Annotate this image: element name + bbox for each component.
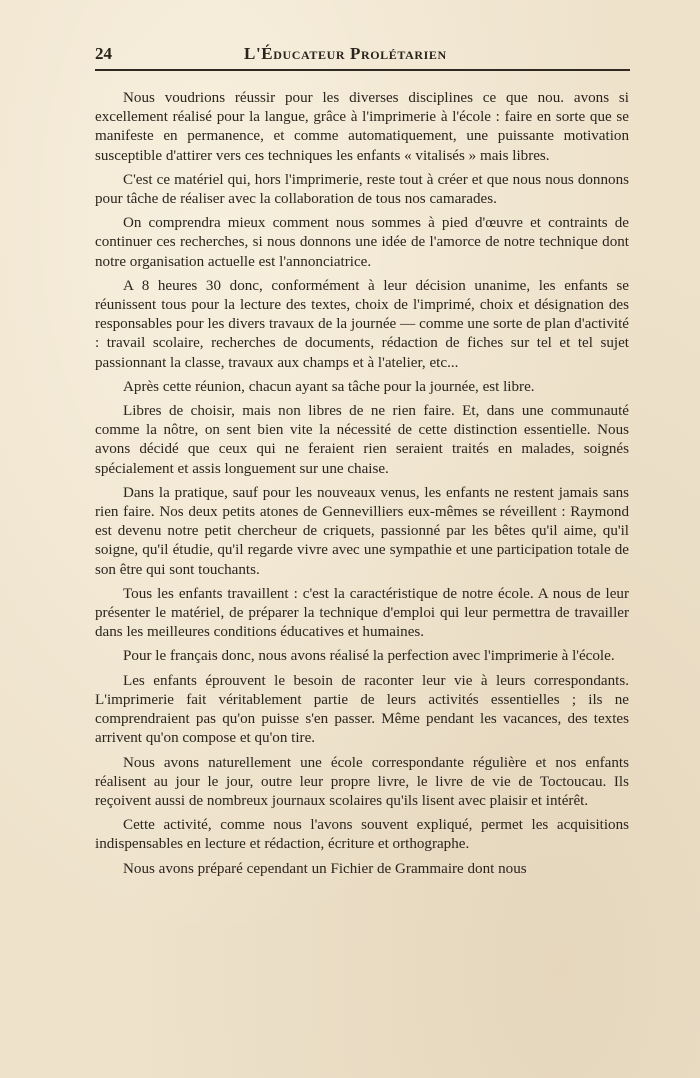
paragraph: Nous avons naturellement une école correspondante régulière et nos enfants réalisent au jour le jour, outre leur propre livre, le livre de vie de Toctoucau. Ils reçoivent aussi de nombreux journaux scolaires qu'ils lisent avec plaisir et intérêt. (95, 754, 629, 809)
paragraph: Nous avons préparé cependant un Fichier de Grammaire dont nous (123, 860, 527, 877)
paragraph: Cette activité, comme nous l'avons souvent expliqué, permet les acquisitions indispensables en lecture et rédaction, écriture et orthographe. (95, 817, 629, 853)
page-header (95, 42, 630, 68)
article-body (95, 89, 629, 884)
paragraph: Pour le français donc, nous avons réalisé la perfection avec l'imprimerie à l'école. (123, 648, 615, 665)
paragraph: Tous les enfants travaillent : c'est la caractéristique de notre école. A nous de leur présenter le matériel, de préparer la technique d'emploi qui leur permettra de travailler dans les meilleures conditions éducatives et humaines. (95, 585, 629, 641)
paragraph: A 8 heures 30 donc, conformément à leur décision unanime, les enfants se réunissent tous pour la lecture des textes, choix de l'imprimé, choix et désignation des responsables pour les divers travaux de la journée — comme une sorte de plan d'activité : travail scolaire, recherches de documents, rédaction de fiches sur tel et tel sujet passionnant la classe, travaux aux champs et à l'atelier, etc... (95, 277, 629, 371)
journal-title: L'Éducateur Prolétarien (244, 44, 447, 63)
paragraph: On comprendra mieux comment nous sommes à pied d'œuvre et contraints de continuer ces recherches, si nous donnons une idée de l'amorce de notre technique dont notre organisation actuelle est l'annonciatrice. (95, 215, 629, 270)
page-number: 24 (95, 44, 112, 63)
paragraph: Après cette réunion, chacun ayant sa tâche pour la journée, est libre. (123, 378, 535, 395)
paragraph: C'est ce matériel qui, hors l'imprimerie, reste tout à créer et que nous nous donnons pour tâche de réaliser avec la collaboration de tous nos camarades. (95, 171, 629, 208)
paragraph: Les enfants éprouvent le besoin de raconter leur vie à leurs correspondants. L'imprimerie fait véritablement partie de leurs activités essentielles ; ils ne comprendraient pas qu'on puisse s'en passer. Même pendant les vacances, des textes arrivent qu'on compose et qu'on tire. (95, 672, 629, 747)
paragraph: Dans la pratique, sauf pour les nouveaux venus, les enfants ne restent jamais sans rien faire. Nos deux petits atones de Gennevilliers eux-mêmes se réveillent : Raymond est devenu notre petit chercheur de criquets, passionné par les bêtes qu'il aime, qu'il soigne, qu'il étudie, qu'il regarde vivre avec une sympathie et une participation totale de son être qui sont touchants. (95, 484, 629, 578)
paragraph: Libres de choisir, mais non libres de ne rien faire. Et, dans une communauté comme la nôtre, on sent bien vite la nécessité de cette distinction essentielle. Nous avons décidé que ceux qui ne feraient rien seraient traités en malades, soignés spécialement et assis longuement sur une chaise. (95, 403, 629, 477)
header-rule (95, 69, 630, 71)
paragraph: Nous voudrions réussir pour les diverses disciplines ce que nou. avons si excellement réalisé pour la langue, grâce à l'imprimerie à l'école : faire en sorte que se manifeste en permanence, et comme automatiquement, une puissante motivation susceptible d'attirer vers ces techniques les enfants « vitalisés » mais libres. (95, 90, 629, 164)
